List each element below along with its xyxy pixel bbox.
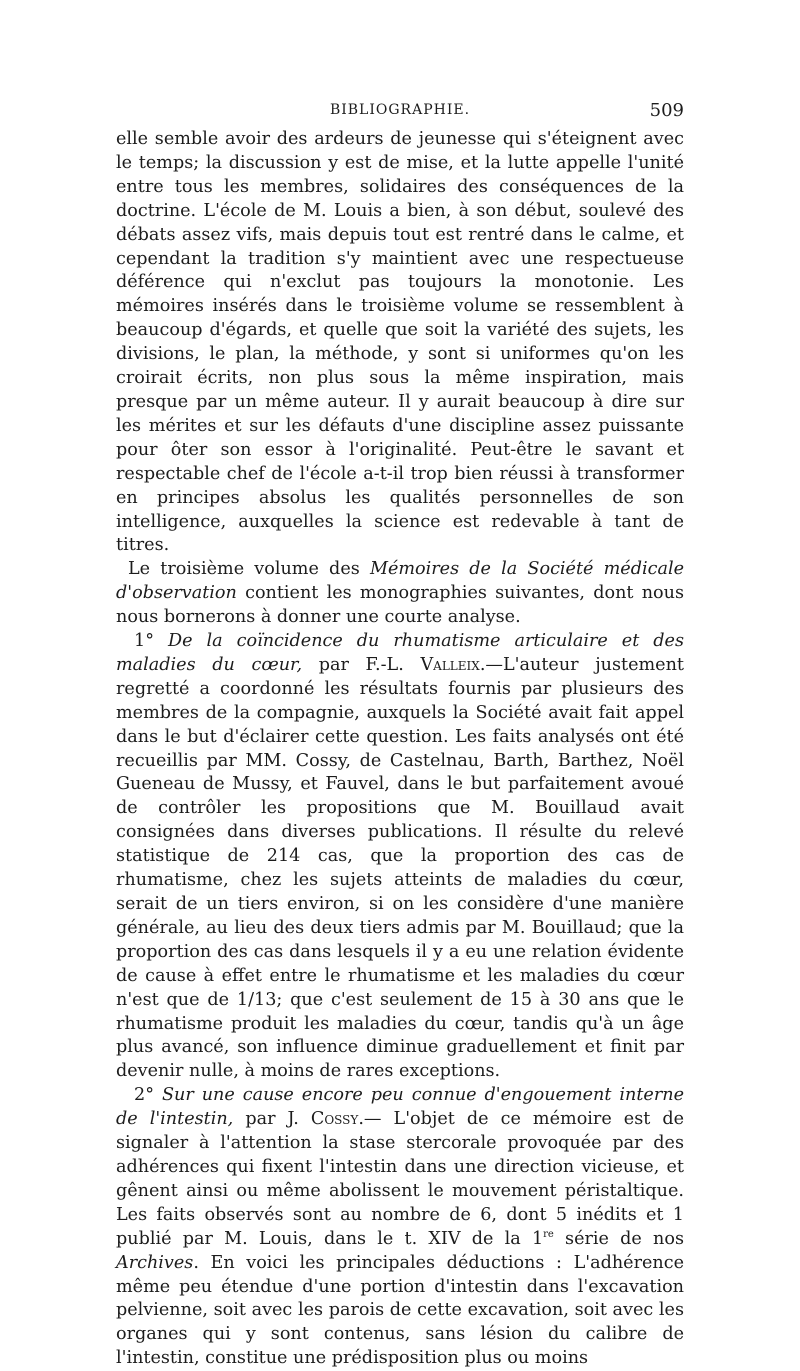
item-number: 1° <box>134 631 168 652</box>
running-title: BIBLIOGRAPHIE. <box>329 102 471 118</box>
page-number: 509 <box>649 100 684 121</box>
author-name: Cossy <box>310 1109 359 1130</box>
paragraph-text: . En voici les principales déductions : L'adhérence même peu étendue d'une portion d'intestin dans l'excavation pelvienne, soit avec les parois de cette excavation, soit avec les organes qui y sont contenus, sans lésion du calibre de l'intestin, constitue une prédisposition plus ou moins <box>116 1252 684 1369</box>
paragraph-text: par F.-L. <box>302 654 421 675</box>
memoir-title: Sur une cause encore peu connue d'engouement interne de l'intestin, <box>116 1085 684 1130</box>
item-number: 2° <box>134 1085 162 1106</box>
superscript: re <box>543 1228 554 1240</box>
paragraph-text: ; que c'est seulement de 15 à 30 ans que le rhumatisme produit les maladies du cœur, tandis qu'à un âge plus avancé, son influence diminue graduellement et finit par devenir nulle, à moins de rares exceptions. <box>116 989 685 1082</box>
paragraph-continuation: elle semble avoir des ardeurs de jeunesse qui s'éteignent avec le temps; la discussion y est de mise, et la lutte appelle l'unité entre tous les membres, solidaires des conséquences de la doctrine. L'école de M. Louis a bien, à son début, soulevé des débats assez vifs, mais depuis tout est rentré dans le calme, et cependant la tradition s'y maintient avec une respectueuse déférence qui n'exclut pas toujours la monotonie. Les mémoires insérés dans le troisième volume se ressemblent à beaucoup d'égards, et quelle que soit la variété des sujets, les divisions, le plan, la méthode, y sont si uniformes qu'on les croirait écrits, non plus sous la même inspiration, mais presque par un même auteur. Il y aurait beaucoup à dire sur les mérites et sur les défauts d'une discipline assez puissante pour ôter son essor à l'originalité. Peut-être le savant et respectable chef de l'école a-t-il trop bien réussi à transformer en principes absolus les qualités personnelles de son intelligence, auxquelles la science est redevable à tant de titres. <box>116 129 684 556</box>
paragraph-text: .— L'objet de ce mémoire est de signaler à l'attention la stase stercorale provoquée par des adhérences qui fixent l'intestin dans une direction vicieuse, et gênent ainsi ou même abolissent le mouvement péristaltique. Les faits observés sont au nombre de 6, dont 5 inédits et 1 publié par M. Louis, dans le t. XIV de la 1 <box>116 1109 685 1249</box>
fraction: 1/13 <box>236 989 277 1010</box>
paragraph-text: par J. <box>233 1109 311 1130</box>
journal-title: Archives <box>116 1252 194 1273</box>
paragraph-text: contient les monographies suivantes, dont nous nous bornerons à donner une courte analyse. <box>116 583 684 628</box>
paragraph-text: Le troisième volume des <box>128 559 370 580</box>
work-title: Mémoires de la Société médicale d'observation <box>116 559 684 604</box>
author-name: Valleix <box>420 654 480 675</box>
paragraph-item-2 <box>116 1084 684 1371</box>
body-text <box>116 128 684 1371</box>
paragraph-text: série de nos <box>553 1228 684 1249</box>
paragraph-item-1 <box>116 630 684 1084</box>
memoir-title: De la coïncidence du rhumatisme articulaire et des maladies du cœur, <box>116 631 684 675</box>
paragraph-text: .—L'auteur justement regretté a coordonné les résultats fournis par plusieurs des membres de la compagnie, auxquels la Société avait fait appel dans le but d'éclairer cette question. Les faits analysés ont été recueillis par MM. Cossy, de Castelnau, Barth, Barthez, Noël Gueneau de Mussy, et Fauvel, dans le but parfaitement avoué de contrôler les propositions que M. Bouillaud avait consignées dans diverses publications. Il résulte du relevé statistique de 214 cas, que la proportion des cas de rhumatisme, chez les sujets atteints de maladies du cœur, serait de un tiers environ, si on les considère d'une manière générale, au lieu des deux tiers admis par M. Bouillaud; que la proportion des cas dans lesquels il y a eu une relation évidente de cause à effet entre le rhumatisme et les maladies du cœur n'est que de <box>116 654 684 1010</box>
book-page <box>116 100 684 1371</box>
paragraph-third-volume <box>116 558 684 630</box>
running-head <box>116 100 684 122</box>
